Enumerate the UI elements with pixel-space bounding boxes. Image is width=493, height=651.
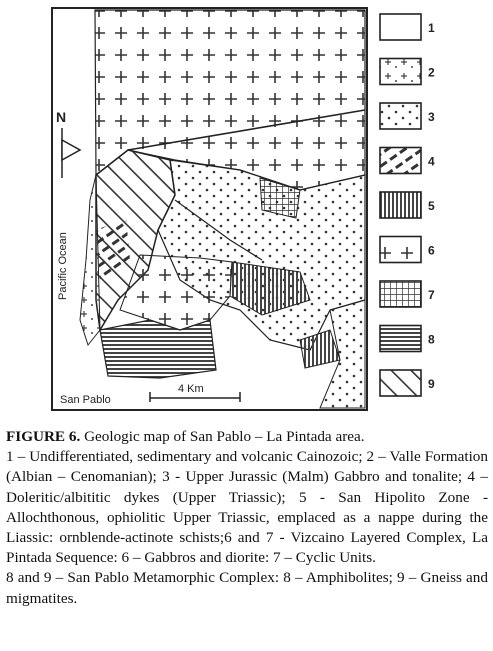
legend-number-2: 2 [428,65,435,80]
north-label: N [56,109,67,125]
legend-swatch-1 [380,14,421,40]
legend-number-7: 7 [428,288,435,302]
legend-number-1: 1 [428,21,435,35]
caption-heading [6,427,488,447]
figure-caption [6,427,488,609]
unit-8-area [100,320,216,378]
caption-line-2: 8 and 9 – San Pablo Metamorphic Complex: 8 – Amphibolites; 9 – Gneiss and migmatites. [6,569,488,607]
legend-swatch-6 [380,237,421,263]
legend-number-4: 4 [428,154,435,169]
legend-number-3: 3 [428,110,435,124]
legend-number-6: 6 [428,243,435,258]
place-label: San Pablo [60,394,111,406]
caption-line-1: 1 – Undifferentiated, sedimentary and volcanic Cainozoic; 2 – Valle Formation (Albian – Cenomanian); 3 - Upper Jurassic (Malm) Gabbro and tonalite; 4 – Doleritic/albititic dykes (Upper Triassic); 5 - San Hipolito Zone - Allochthonous, ophiolitic Upper Triassic, emplaced as a nappe during the Liassic: ornblende-actinote schists;6 and 7 - Vizcaino Layered Complex, La Pintada Sequence: 6 – Gabbros and diorite: 7 – Cyclic Units. [6,448,488,567]
figure-label: FIGURE 6. [6,428,81,445]
scale-label: 4 Km [178,383,204,395]
legend-swatch-9 [380,370,421,396]
legend-swatch-7 [380,281,421,307]
legend-swatch-5 [380,192,421,218]
map-legend [380,14,435,396]
figure-title: Geologic map of San Pablo – La Pintada area. [80,428,365,445]
legend-swatch-4 [380,148,421,174]
legend-swatch-3 [380,103,421,129]
legend-number-9: 9 [428,377,435,391]
legend-number-8: 8 [428,332,435,347]
legend-number-5: 5 [428,199,435,213]
legend-swatch-2 [380,59,421,85]
ocean-label: Pacific Ocean [57,232,69,300]
legend-swatch-8 [380,326,421,352]
